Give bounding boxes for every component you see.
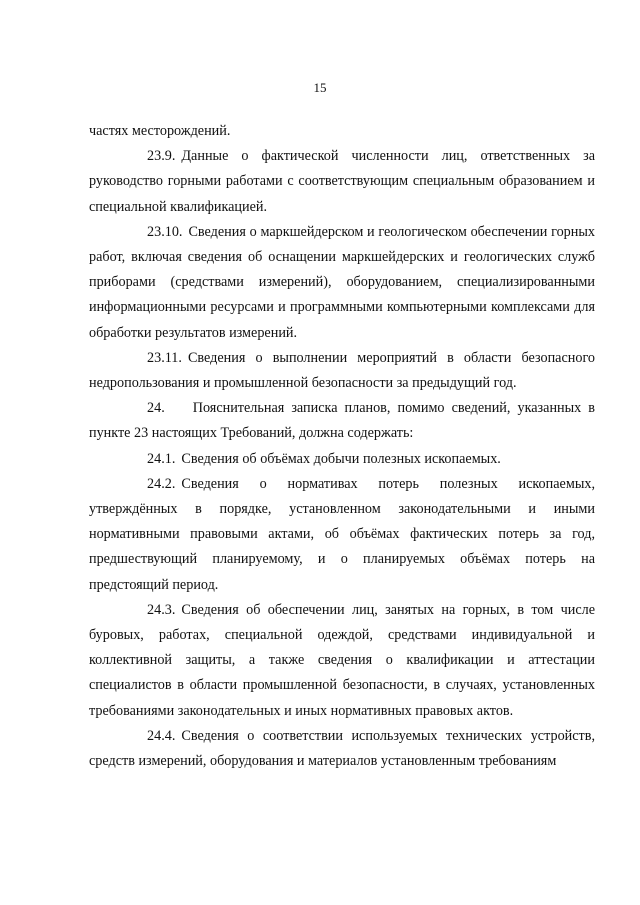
paragraph-text: Пояснительная записка планов, помимо сведений, указанных в пункте 23 настоящих Требований, должна содержать: bbox=[89, 400, 595, 442]
paragraph-continuation bbox=[89, 119, 595, 144]
paragraph-number: 24.2. bbox=[147, 475, 176, 492]
page-number: 15 bbox=[313, 80, 327, 95]
paragraph-number: 23.10. bbox=[147, 223, 183, 240]
paragraph-24-4 bbox=[89, 724, 595, 774]
paragraph-24 bbox=[89, 396, 595, 446]
paragraph-text: частях месторождений. bbox=[89, 123, 231, 139]
paragraph-23-10 bbox=[89, 220, 595, 346]
paragraph-number: 23.11. bbox=[147, 349, 182, 366]
paragraph-text: Сведения об обеспечении лиц, занятых на горных, в том числе буровых, работах, специальной одеждой, средствами индивидуальной и коллективной защиты, а также сведения о квалификации и аттестации специалистов в области промышленной безопасности, в случаях, установленных требованиями законодательных и иных нормативных правовых актов. bbox=[89, 601, 595, 719]
paragraph-23-11 bbox=[89, 346, 595, 396]
paragraph-number: 24. bbox=[147, 400, 165, 417]
paragraph-number: 24.3. bbox=[147, 601, 176, 618]
paragraph-23-9 bbox=[89, 144, 595, 220]
paragraph-text: Сведения о выполнении мероприятий в области безопасного недропользования и промышленной безопасности за предыдущий год. bbox=[89, 349, 595, 392]
paragraph-number: 24.1. bbox=[147, 450, 176, 467]
paragraph-text: Сведения о соответствии используемых технических устройств, средств измерений, оборудования и материалов установленным требованиям bbox=[89, 727, 595, 770]
paragraph-number: 23.9. bbox=[147, 148, 176, 165]
paragraph-text: Сведения об объёмах добычи полезных ископаемых. bbox=[181, 450, 501, 467]
paragraph-text: Сведения о маркшейдерском и геологическом обеспечении горных работ, включая сведения об оснащении маркшейдерских и геологических служб приборами (средствами измерений), оборудованием, специализированными информационными ресурсами и программными компьютерными комплексами для обработки результатов измерений. bbox=[89, 223, 595, 341]
paragraph-24-3 bbox=[89, 598, 595, 724]
paragraph-number: 24.4. bbox=[147, 727, 176, 744]
paragraph-24-2 bbox=[89, 472, 595, 598]
paragraph-24-1 bbox=[89, 447, 595, 472]
paragraph-text: Данные о фактической численности лиц, ответственных за руководство горными работами с соответствующим специальным образованием и специальной квалификацией. bbox=[89, 148, 595, 215]
document-body bbox=[89, 119, 595, 774]
paragraph-text: Сведения о нормативах потерь полезных ископаемых, утверждённых в порядке, установленном законодательными и иными нормативными правовыми актами, об объёмах фактических потерь за год, предшествующий планируемому, и о планируемых объёмах потерь на предстоящий период. bbox=[89, 475, 595, 593]
